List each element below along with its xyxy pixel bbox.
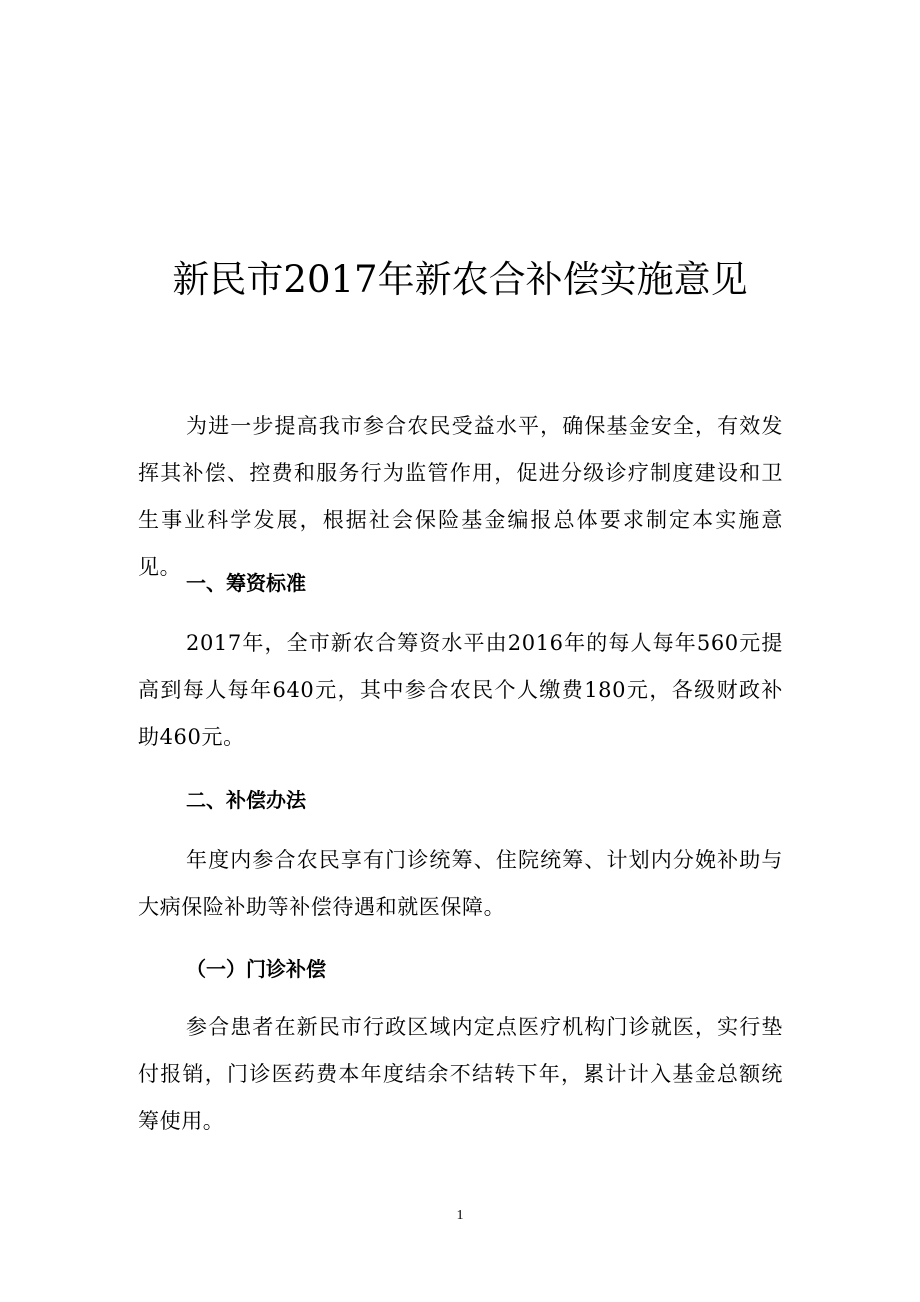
intro-paragraph: 为进一步提高我市参合农民受益水平，确保基金安全，有效发挥其补偿、控费和服务行为监管作用，促进分级诊疗制度建设和卫生事业科学发展，根据社会保险基金编报总体要求制定本实施意见。 — [138, 414, 783, 579]
funding-paragraph: 2017年，全市新农合筹资水平由2016年的每人每年560元提高到每人每年640元，其中参合农民个人缴费180元，各级财政补助460元。 — [138, 631, 783, 749]
section-heading-compensation: 二、补偿办法 — [186, 788, 306, 812]
subsection-heading-outpatient: （一）门诊补偿 — [186, 957, 326, 981]
compensation-paragraph: 年度内参合农民享有门诊统筹、住院统筹、计划内分娩补助与大病保险补助等补偿待遇和就医保障。 — [138, 848, 783, 919]
page-number: 1 — [456, 1208, 464, 1223]
document-title: 新民市2017年新农合补偿实施意见 — [172, 258, 748, 301]
section-heading-funding: 一、筹资标准 — [186, 571, 306, 595]
outpatient-paragraph: 参合患者在新民市行政区域内定点医疗机构门诊就医，实行垫付报销，门诊医药费本年度结余不结转下年，累计计入基金总额统筹使用。 — [138, 1015, 783, 1133]
